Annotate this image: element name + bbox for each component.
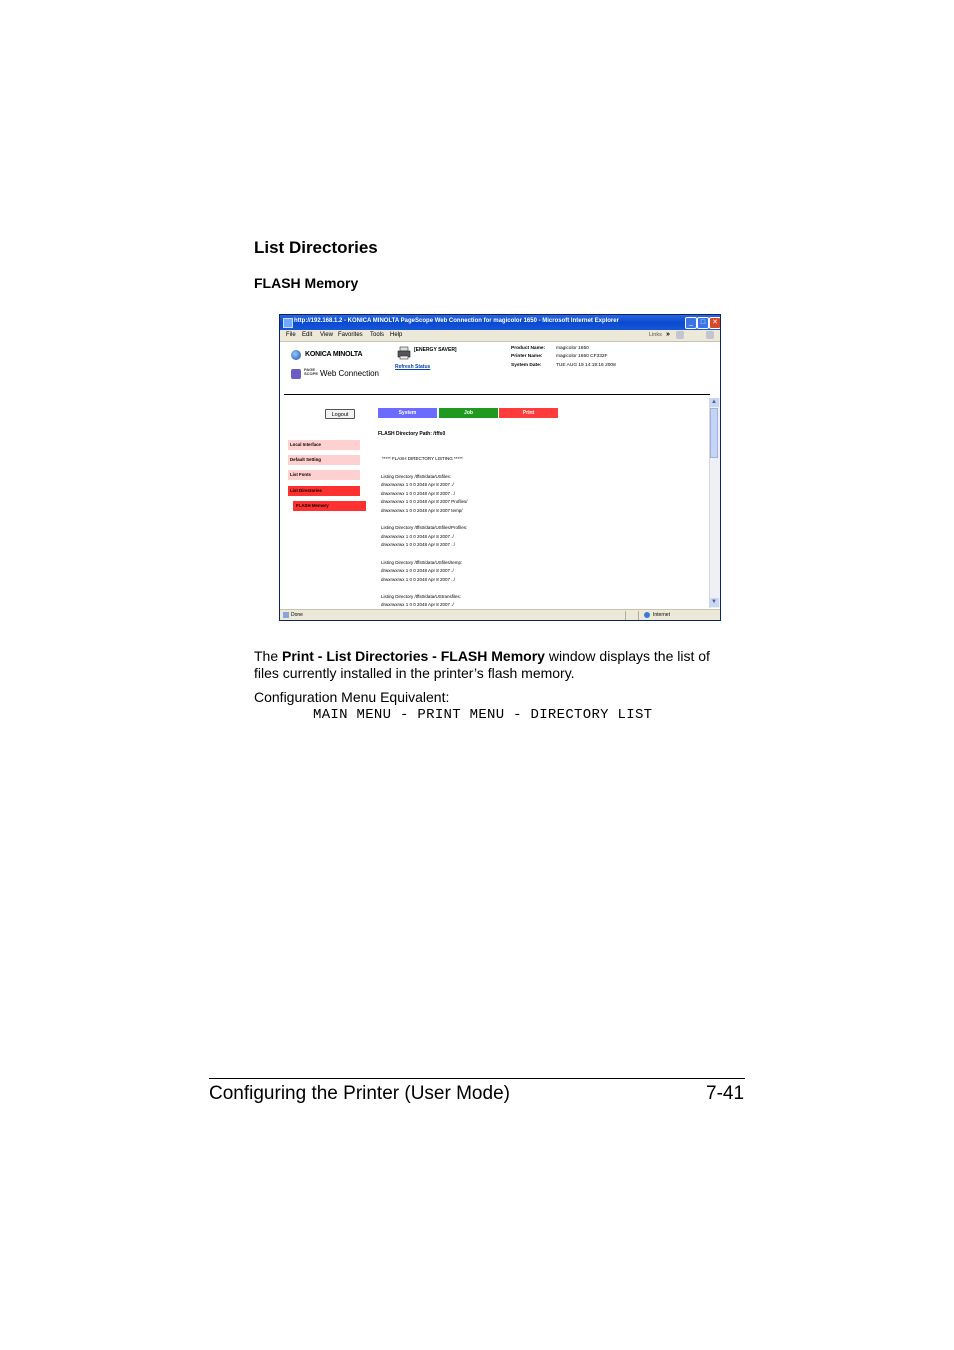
maximize-icon[interactable]: □ <box>697 317 709 329</box>
section-title: List Directories <box>254 238 378 257</box>
listing-line: Listing Directory /tffs0/data/USfiles/Profiles: <box>381 525 468 530</box>
system-date-value: TUE AUG 19 14:19:16 2008 <box>556 363 616 368</box>
footer-rule <box>209 1078 745 1079</box>
minimize-icon[interactable]: _ <box>685 317 697 329</box>
flash-directory-path: FLASH Directory Path: /tffs0 <box>378 431 446 437</box>
ie-icon <box>283 318 293 328</box>
menu-edit[interactable]: Edit <box>302 332 313 338</box>
brand-name: KONICA MINOLTA <box>305 351 363 358</box>
sidebar-item-list-directories[interactable]: List Directories <box>288 486 360 496</box>
status-divider <box>625 611 626 620</box>
config-menu-path: MAIN MENU - PRINT MENU - DIRECTORY LIST <box>313 707 653 723</box>
logout-button[interactable]: Logout <box>325 409 355 419</box>
printer-name-value: magicolor 1650 CF332F <box>556 354 608 359</box>
listing-line: Listing Directory /tffs0/data/UStransfiles: <box>381 594 461 599</box>
scrollbar-thumb[interactable] <box>710 408 718 458</box>
listing-line: drwxrwxrwx 1 0 0 2048 Apr 8 2007 ./ <box>381 568 454 573</box>
printer-name-label: Printer Name: <box>511 354 543 359</box>
sidebar-item-default-setting[interactable]: Default Setting <box>288 455 360 465</box>
browser-status-bar <box>280 609 720 621</box>
body-text-start: The <box>254 648 283 664</box>
browser-screenshot <box>279 314 721 621</box>
windows-flag-icon <box>706 331 714 339</box>
printer-status: [ENERGY SAVER] <box>414 347 457 353</box>
scroll-up-icon[interactable]: ▲ <box>709 398 719 407</box>
footer-page-number: 7-41 <box>706 1083 745 1104</box>
listing-header: ***** FLASH DIRECTORY LISTING ***** <box>382 456 463 461</box>
pagescope-label: PAGE SCOPE <box>304 367 319 376</box>
listing-line: Listing Directory /tffs0/data/USfiles/temp: <box>381 560 463 565</box>
menu-tools[interactable]: Tools <box>370 332 385 338</box>
listing-line: drwxrwxrwx 1 0 0 2048 Apr 8 2007 ./ <box>381 602 454 607</box>
listing-line: drwxrwxrwx 1 0 0 2048 Apr 8 2007 Profiles/ <box>381 499 468 504</box>
globe-icon <box>644 612 650 618</box>
product-name-value: magicolor 1650 <box>556 346 589 351</box>
browser-title: http://192.168.1.2 - KONICA MINOLTA PageScope Web Connection for magicolor 1650 - Microsoft Internet Explorer <box>294 318 619 324</box>
listing-line: drwxrwxrwx 1 0 0 2048 Apr 8 2007 temp/ <box>381 508 463 513</box>
browser-title-bar <box>280 315 720 330</box>
printer-icon <box>397 346 411 360</box>
body-text-end: window displays the list of files currently installed in the printer’s flash memory. <box>254 648 710 681</box>
sidebar-item-flash-memory[interactable]: FLASH Memory <box>293 501 366 511</box>
config-menu-label: Configuration Menu Equivalent: <box>254 689 450 705</box>
page-icon <box>283 612 289 618</box>
status-done: Done <box>291 612 303 618</box>
menu-favorites[interactable]: Favorites <box>338 332 363 338</box>
footer-chapter-title: Configuring the Printer (User Mode) <box>209 1083 510 1104</box>
status-zone: Internet <box>653 612 670 618</box>
pagescope-logo-icon <box>291 369 301 379</box>
konica-minolta-logo-icon <box>291 350 301 360</box>
chevron-right-icon[interactable]: » <box>666 331 670 338</box>
toolbar-icon[interactable] <box>676 331 684 339</box>
menu-view[interactable]: View <box>320 332 333 338</box>
sidebar-item-local-interface[interactable]: Local Interface <box>288 440 360 450</box>
subsection-title: FLASH Memory <box>254 275 359 291</box>
refresh-status-link[interactable]: Refresh Status <box>395 364 431 370</box>
tab-print[interactable]: Print <box>499 408 558 418</box>
body-paragraph <box>254 648 734 682</box>
links-label[interactable]: Links <box>649 332 662 338</box>
listing-line: drwxrwxrwx 1 0 0 2048 Apr 8 2007 ./ <box>381 482 454 487</box>
listing-line: drwxrwxrwx 1 0 0 2048 Apr 8 2007 ../ <box>381 491 456 496</box>
tab-system[interactable]: System <box>378 408 437 418</box>
listing-line: drwxrwxrwx 1 0 0 2048 Apr 8 2007 ./ <box>381 534 454 539</box>
system-date-label: System Date: <box>511 363 542 368</box>
web-connection-label: Web Connection <box>320 369 379 378</box>
body-text-bold: Print - List Directories - FLASH Memory <box>282 648 545 664</box>
listing-line: drwxrwxrwx 1 0 0 2048 Apr 8 2007 ../ <box>381 542 456 547</box>
header-divider <box>284 394 710 395</box>
sidebar-item-list-fonts[interactable]: List Fonts <box>288 470 360 480</box>
browser-menu-bar <box>280 330 720 342</box>
menu-help[interactable]: Help <box>390 332 403 338</box>
listing-line: Listing Directory /tffs0/data/USfiles: <box>381 474 451 479</box>
scroll-down-icon[interactable]: ▼ <box>709 598 719 607</box>
menu-file[interactable]: File <box>286 332 296 338</box>
listing-line: drwxrwxrwx 1 0 0 2048 Apr 8 2007 ../ <box>381 577 456 582</box>
status-divider <box>638 611 639 620</box>
tab-job[interactable]: Job <box>439 408 498 418</box>
close-icon[interactable]: ✕ <box>709 317 721 329</box>
product-name-label: Product Name: <box>511 346 546 351</box>
